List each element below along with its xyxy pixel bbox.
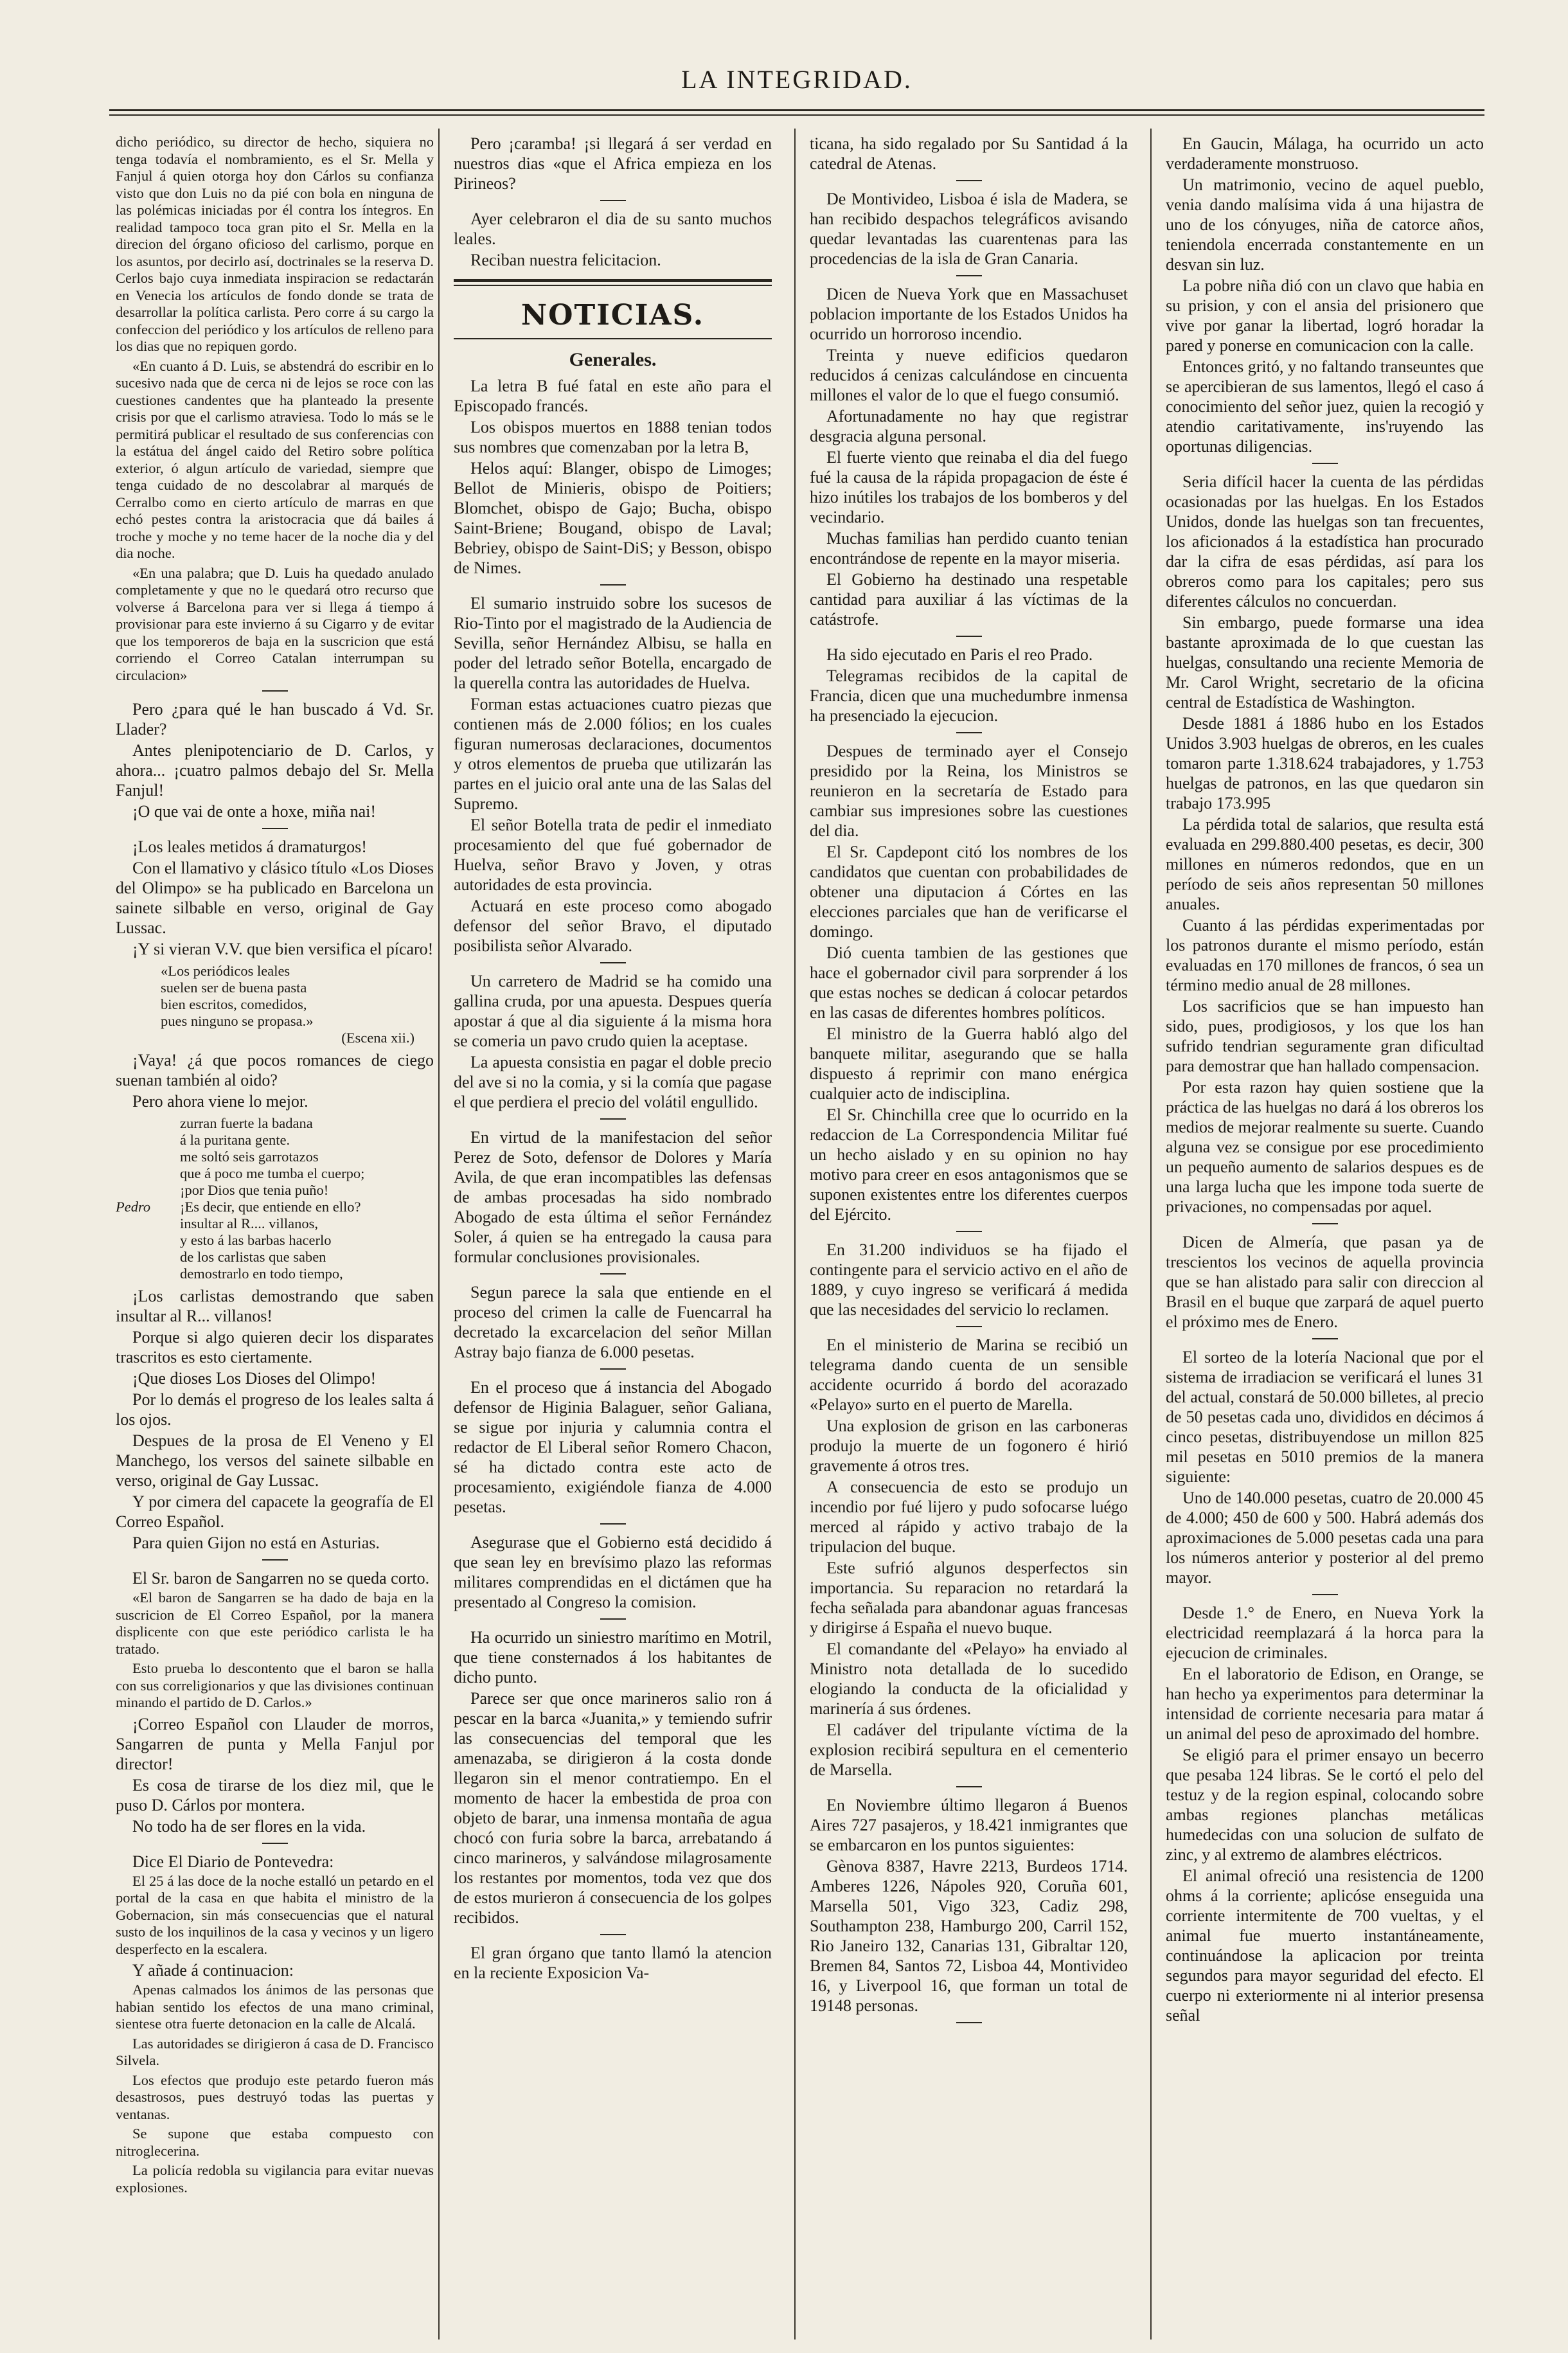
verse-quote: [161, 963, 434, 1046]
article-paragraph: Los obispos muertos en 1888 tenian todos sus nombres que comenzaban por la letra B,: [454, 418, 772, 456]
verse-line: insultar al R.... villanos,: [180, 1215, 318, 1231]
separator: [1312, 1338, 1338, 1339]
article-paragraph: Porque si algo quieren decir los disparates trascritos es esto ciertamente.: [116, 1328, 434, 1366]
article-paragraph: La policía redobla su vigilancia para evitar nuevas explosiones.: [116, 2162, 434, 2196]
separator: [956, 275, 982, 276]
article-paragraph: Desde 1881 á 1886 hubo en los Estados Unidos 3.903 huelgas de obreros, en les cuales tomaron parte 1.318.624 trabajadores, y 1.753 huelgas de patronos, en las que quedaron sin trabajo 173.995: [1166, 714, 1484, 812]
article-paragraph: Telegramas recibidos de la capital de Francia, dicen que una muchedumbre inmensa ha presenciado la ejecucion.: [810, 667, 1128, 725]
separator: [262, 828, 288, 829]
separator: [600, 1523, 626, 1525]
article-paragraph: Helos aquí: Blanger, obispo de Limoges; Bellot de Minieris, obispo de Poitiers; Blomchet, obispo de Gajo; Bucha, obispo Saint-Briene; Bougand, obispo de Laval; Bebriey, obispo de Saint-DiS; y Besson, obispo de Nimes.: [454, 459, 772, 577]
article-paragraph: En el laboratorio de Edison, en Orange, se han hecho ya experimentos para determinar la intensidad de corriente necesaria para matar á un animal del peso de aproximado del hombre.: [1166, 1665, 1484, 1743]
column-divider: [794, 129, 796, 2340]
separator: [956, 2022, 982, 2023]
separator: [600, 584, 626, 586]
masthead-rule-top: [109, 109, 1484, 111]
article-paragraph: El Gobierno ha destinado una respetable cantidad para auxiliar á las víctimas de la catástrofe.: [810, 570, 1128, 629]
article-paragraph: Este sufrió algunos desperfectos sin importancia. Su reparacion no retardará la fecha señalada para abandonar aguas francesas y dirigirse á España el nuevo buque.: [810, 1559, 1128, 1637]
article-paragraph: Esto prueba lo descontento que el baron se halla con sus correligionarios y que las divisiones continuan minando el partido de D. Carlos.»: [116, 1660, 434, 1710]
article-paragraph: Dice El Diario de Pontevedra:: [132, 1852, 334, 1871]
section-rule: [454, 279, 772, 282]
verse-line: suelen ser de buena pasta: [161, 980, 307, 996]
verse-line: me soltó seis garrotazos: [180, 1149, 319, 1165]
article-paragraph: «El baron de Sangarren se ha dado de baja en la suscricion de El Correo Español, por la manera displicente con que este periódico carlista le ha tratado.: [116, 1589, 434, 1657]
article-paragraph: Es cosa de tirarse de los diez mil, que le puso D. Cárlos por montera.: [116, 1775, 434, 1814]
column-3: [810, 134, 1128, 2345]
separator: [1312, 1594, 1338, 1595]
separator: [600, 1368, 626, 1370]
article-paragraph: Pero ¿para qué le han buscado á Vd. Sr. Llader?: [116, 700, 434, 738]
separator: [956, 1231, 982, 1232]
verse-line: ¡Es decir, que entiende en ello?: [180, 1199, 361, 1215]
verse-line: y esto á las barbas hacerlo: [180, 1232, 332, 1248]
article-paragraph: Segun parece la sala que entiende en el proceso del crimen la calle de Fuencarral ha decretado la excarcelacion del señor Millan Astray bajo fianza de 6.000 pesetas.: [454, 1283, 772, 1361]
article-paragraph: dicho periódico, su director de hecho, siquiera no tenga todavía el nombramiento, es el Sr. Mella y Fanjul á quien otorga hoy don Cárlos su confianza visto que don Luis no da pié con bola en ninguna de las polémicas iniciadas por él contra los íntegros. En realidad tampoco toca gran pito el Sr. Mella en la direcion del órgano oficioso del carlismo, porque en los asuntos, por decirlo así, doctrinales se la reserva D. Cerlos bajo cuya inmediata inspiracion se redactarán en Venecia los artículos de fondo donde se trata de desarrollar la política carlista. Pero corre á su cargo la confeccion del periódico y los artículos de relleno para los dias que no repiquen gordo.: [116, 134, 434, 354]
separator: [956, 180, 982, 181]
article-paragraph: Ayer celebraron el dia de su santo muchos leales.: [454, 210, 772, 248]
article-paragraph: El cadáver del tripulante víctima de la explosion recibirá sepultura en el cementerio de Marsella.: [810, 1721, 1128, 1779]
article-paragraph: Se eligió para el primer ensayo un becerro que pesaba 124 libras. Se le cortó el pelo del testuz y de la region espinal, colocando sobre ambas regiones planchas metálicas humedecidas con una solucion de sulfato de zinc, y al extremo de alambres eléctricos.: [1166, 1746, 1484, 1864]
article-paragraph: Un carretero de Madrid se ha comido una gallina cruda, por una apuesta. Despues quería apostar á que al dia siguiente á la misma hora se comeria un pavo crudo quien la aceptase.: [454, 972, 772, 1050]
article-paragraph: ¡Vaya! ¿á que pocos romances de ciego suenan también al oido?: [116, 1051, 434, 1089]
article-paragraph: En el proceso que á instancia del Abogado defensor de Higinia Balaguer, señor Galiana, se sigue por injuria y calumnia contra el redactor de El Liberal señor Romero Chacon, sé ha dictado contra este acto de procesamiento, exigiéndole fianza de 4.000 pesetas.: [454, 1378, 772, 1516]
article-paragraph: Con el llamativo y clásico título «Los Dioses del Olimpo» se ha publicado en Barcelona un sainete silbable en verso, original de Gay Lussac.: [116, 859, 434, 937]
column-divider: [1150, 129, 1152, 2340]
separator: [1312, 1223, 1338, 1224]
article-paragraph: La pérdida total de salarios, que resulta está evaluada en 299.880.400 pesetas, es decir, 300 millones en números redondos, que en un período de seis años representan 50 millones anuales.: [1166, 815, 1484, 913]
article-paragraph: Por esta razon hay quien sostiene que la práctica de las huelgas no dará á los obreros los medios de mejorar realmente su suerte. Cuando alguna vez se consigue por ese procedimiento un pequeño aumento de salarios despues es de una larga lucha que les impone toda suerte de privaciones, no compensadas por aquel.: [1166, 1078, 1484, 1216]
masthead-rule-bottom: [109, 114, 1484, 116]
article-paragraph: ¡Los carlistas demostrando que saben insultar al R... villanos!: [116, 1287, 434, 1325]
separator: [600, 962, 626, 963]
separator: [956, 636, 982, 637]
article-paragraph: La letra B fué fatal en este año para el Episcopado francés.: [454, 377, 772, 415]
article-paragraph: En Gaucin, Málaga, ha ocurrido un acto verdaderamente monstruoso.: [1166, 134, 1484, 173]
article-paragraph: No todo ha de ser flores en la vida.: [132, 1816, 366, 1836]
article-paragraph: El sorteo de la lotería Nacional que por el sistema de irradiacion se verificará el lunes 31 del actual, constará de 50.000 billetes, al precio de 50 pesetas cada uno, divididos en décimos á cinco pesetas, distribuyendose un millon 825 mil pesetas en 5010 premios de la manera siguiente:: [1166, 1348, 1484, 1486]
article-paragraph: ¡Correo Español con Llauder de morros, Sangarren de punta y Mella Fanjul por director!: [116, 1714, 434, 1773]
article-paragraph: Dió cuenta tambien de las gestiones que hace el gobernador civil para sorprender á los que estas noches se dedican á colocar petardos en las casas de diferentes hombres políticos.: [810, 944, 1128, 1022]
article-paragraph: Seria difícil hacer la cuenta de las pérdidas ocasionadas por las huelgas. En los Estados Unidos, donde las huelgas son tan frecuentes, los aficionados á la estadística han procurado dar la cifra de esas pérdidas, así para los obreros como para los capitales; pero sus diferentes cálculos no concuerdan.: [1166, 472, 1484, 611]
section-rule: [454, 285, 772, 286]
verse-quote: [116, 1115, 434, 1282]
verse-line: de los carlistas que saben: [180, 1249, 326, 1265]
article-paragraph: Por lo demás el progreso de los leales salta á los ojos.: [116, 1390, 434, 1429]
article-paragraph: La apuesta consistia en pagar el doble precio del ave si no la comia, y si la comía que pagase el que perdiera el precio del volátil engullido.: [454, 1053, 772, 1111]
article-paragraph: Un matrimonio, vecino de aquel pueblo, venia dando malísima vida á una hijastra de uno de los cónyuges, niña de catorce años, teniendola encerrada constantemente en un desvan sin luz.: [1166, 175, 1484, 274]
article-paragraph: Asegurase que el Gobierno está decidido á que sean ley en brevísimo plazo las reformas militares comprendidas en el dictámen que ha presentado al Congreso la comision.: [454, 1533, 772, 1611]
article-paragraph: Uno de 140.000 pesetas, cuatro de 20.000 45 de 4.000; 450 de 600 y 500. Habrá además dos aproximaciones de 5.000 pesetas cada una para los números anterior y posterior al del premo mayor.: [1166, 1489, 1484, 1587]
article-paragraph: Ha sido ejecutado en Paris el reo Prado.: [826, 645, 1093, 664]
subsection-heading: Generales.: [569, 349, 657, 370]
verse-attribution: (Escena xii.): [341, 1030, 414, 1046]
article-paragraph: Actuará en este proceso como abogado defensor del señor Bravo, el diputado posibilista señor Alvarado.: [454, 897, 772, 955]
separator: [600, 200, 626, 201]
article-paragraph: ¡O que vai de onte a hoxe, miña nai!: [132, 802, 377, 821]
verse-line: bien escritos, comedidos,: [161, 996, 307, 1012]
article-paragraph: El señor Botella trata de pedir el inmediato procesamiento del que fué gobernador de Huelva, señor Bravo y Joven, y otras autoridades de esta provincia.: [454, 816, 772, 894]
article-paragraph: Apenas calmados los ánimos de las personas que habian sentido los efectos de una mano criminal, sientese otra fuerte detonacion en la calle de Alcalá.: [116, 1982, 434, 2032]
article-paragraph: El animal ofreció una resistencia de 1200 ohms á la corriente; aplicóse enseguida una corriente intermitente de 700 vueltas, y el animal fue muerto instantáneamente, continuándose la aplicacion por treinta segundos para mayor seguridad del efecto. El cuerpo ni exteriormente ni al interior presensa señal: [1166, 1866, 1484, 2025]
separator: [1312, 463, 1338, 464]
verse-line: demostrarlo en todo tiempo,: [180, 1266, 343, 1282]
article-paragraph: En virtud de la manifestacion del señor Perez de Soto, defensor de Dolores y María Avila, de que eran incompatibles las defensas de ambas procesadas ha sido nombrado Abogado de esta última el señor Fernández Soler, á quien se ha entregado la causa para formular conclusiones provisionales.: [454, 1128, 772, 1266]
article-paragraph: Parece ser que once marineros salio ron á pescar en la barca «Juanita,» y temiendo sufrir las consecuencias del temporal que les amenazaba, se dirigieron á la costa donde llegaron sin el menor contratiempo. En el momento de hacer la embestida de proa con objeto de barar, una inmensa montaña de agua chocó con furia sobre la barca, arrebatando á cinco marineros, y salvándose milagrosamente los restantes por momentos, toda vez que dos de estos murieron á consecuencia de los golpes recibidos.: [454, 1689, 772, 1927]
column-divider: [438, 129, 440, 2340]
separator: [600, 1934, 626, 1935]
article-paragraph: Ha ocurrido un siniestro marítimo en Motril, que tiene consternados á los habitantes de dicho punto.: [454, 1628, 772, 1686]
separator: [956, 1326, 982, 1327]
separator: [262, 690, 288, 692]
verse-line: ¡por Dios que tenia puño!: [180, 1182, 329, 1198]
article-paragraph: «En una palabra; que D. Luis ha quedado anulado completamente y que no le quedará otro recurso que volverse á Barcelona para ver si llega á tiempo á provisionar para este invierno á su Cigarro y de evitar que los temporeros de baja en la suscricion que está corriendo el Correo Catalan interrumpan su circulacion»: [116, 564, 434, 683]
verse-line: que á poco me tumba el cuerpo;: [180, 1165, 365, 1181]
separator: [262, 1843, 288, 1844]
verse-line: «Los periódicos leales: [161, 963, 290, 979]
separator: [956, 1786, 982, 1787]
separator: [262, 1559, 288, 1561]
column-2: [454, 134, 772, 2345]
column-1: [116, 134, 434, 2345]
article-paragraph: Las autoridades se dirigieron á casa de D. Francisco Silvela.: [116, 2035, 434, 2068]
article-paragraph: Dicen de Almería, que pasan ya de trescientos los vecinos de aquella provincia que se han alistado para salir con direccion al Brasil en el buque que zarpará de aquel puerto el próximo mes de Enero.: [1166, 1233, 1484, 1331]
article-paragraph: Afortunadamente no hay que registrar desgracia alguna personal.: [810, 407, 1128, 445]
article-paragraph: Sin embargo, puede formarse una idea bastante aproximada de lo que cuestan las huelgas, consultando una reciente Memoria de Mr. Carol Wright, secretario de la oficina central de Estadística de Washington.: [1166, 613, 1484, 711]
article-paragraph: Gènova 8387, Havre 2213, Burdeos 1714. Amberes 1226, Nápoles 920, Coruña 601, Marsella 501, Vigo 323, Cadiz 298, Southampton 238, Hamburgo 200, Carril 152, Rio Janeiro 132, Canarias 131, Gibraltar 120, Bremen 84, Santos 72, Lisboa 44, Montivideo 16, y Liverpool 16, que forman un total de 19148 personas.: [810, 1857, 1128, 2015]
article-paragraph: El gran órgano que tanto llamó la atencion en la reciente Exposicion Va-: [454, 1944, 772, 1982]
article-paragraph: De Montivideo, Lisboa é isla de Madera, se han recibido despachos telegráficos avisando quedar levantadas las cuarentenas para las procedencias de la isla de Gran Canaria.: [810, 190, 1128, 268]
article-paragraph: Y por cimera del capacete la geografía de El Correo Español.: [116, 1492, 434, 1531]
verse-speaker: Pedro: [116, 1199, 151, 1215]
article-paragraph: Treinta y nueve edificios quedaron reducidos á cenizas calculándose en cincuenta millones el valor de lo que el fuego consumió.: [810, 346, 1128, 404]
article-paragraph: En el ministerio de Marina se recibió un telegrama dando cuenta de un sensible accidente ocurrido á bordo del acorazado «Pelayo» surto en el puerto de Marella.: [810, 1336, 1128, 1414]
article-paragraph: Desde 1.° de Enero, en Nueva York la electricidad reemplazará á la horca para la ejecucion de criminales.: [1166, 1604, 1484, 1662]
article-paragraph: Despues de la prosa de El Veneno y El Manchego, los versos del sainete silbable en verso, original de Gay Lussac.: [116, 1431, 434, 1490]
masthead-title: LA INTEGRIDAD.: [681, 65, 913, 94]
article-paragraph: El ministro de la Guerra habló algo del banquete militar, asegurando que se halla dispuesto á reprimir con mano enérgica cualquier acto de indisciplina.: [810, 1024, 1128, 1103]
article-paragraph: Despues de terminado ayer el Consejo presidido por la Reina, los Ministros se reunieron en la secretaría de Estado para cambiar sus impresiones sobre las cuestiones del dia.: [810, 742, 1128, 840]
separator: [600, 1618, 626, 1620]
article-paragraph: Muchas familias han perdido cuanto tenian encontrándose de repente en la mayor miseria.: [810, 529, 1128, 568]
article-paragraph: A consecuencia de esto se produjo un incendio por fué lijero y pudo sofocarse luégo merced al rápido y activo trabajo de la tripulacion del buque.: [810, 1478, 1128, 1556]
article-paragraph: Se supone que estaba compuesto con nitroglecerina.: [116, 2125, 434, 2159]
article-paragraph: ticana, ha sido regalado por Su Santidad á la catedral de Atenas.: [810, 134, 1128, 173]
article-paragraph: Forman estas actuaciones cuatro piezas que contienen más de 2.000 fólios; en los cuales figuran numerosas declaraciones, documentos y otros elementos de prueba que utilizarán las partes en el juicio oral ante una de las Salas del Supremo.: [454, 695, 772, 813]
article-paragraph: Para quien Gijon no está en Asturias.: [132, 1534, 380, 1552]
article-paragraph: El Sr. baron de Sangarren no se queda corto.: [132, 1569, 430, 1588]
article-paragraph: ¡Y si vieran V.V. que bien versifica el pícaro!: [132, 940, 434, 958]
article-paragraph: El 25 á las doce de la noche estalló un petardo en el portal de la casa en que habita el ministro de la Gobernacion, sin más consecuencias que el natural susto de los inquilinos de la casa y vecinos y un ligero desperfecto en la escalera.: [116, 1872, 434, 1957]
separator: [600, 1273, 626, 1275]
verse-line: á la puritana gente.: [180, 1132, 290, 1148]
separator: [956, 732, 982, 733]
article-paragraph: Entonces gritó, y no faltando transeuntes que se apercibieran de sus lamentos, llegó el caso á conocimiento del señor juez, quien la recogió y atendio caritativamente, ins'ruyendo las oportunas diligencias.: [1166, 357, 1484, 456]
article-paragraph: Los efectos que produjo este petardo fueron más desastrosos, pues destruyó todas las puertas y ventanas.: [116, 2071, 434, 2122]
article-paragraph: En Noviembre último llegaron á Buenos Aires 727 pasajeros, y 18.421 inmigrantes que se embarcaron en los puntos siguientes:: [810, 1796, 1128, 1854]
article-paragraph: Antes plenipotenciario de D. Carlos, y ahora... ¡cuatro palmos debajo del Sr. Mella Fanjul!: [116, 741, 434, 800]
article-paragraph: La pobre niña dió con un clavo que habia en su prision, y con el ansia del prisionero que vive por ganar la libertad, logró horadar la pared y ponerse en comunicacion con la calle.: [1166, 276, 1484, 355]
column-4: [1166, 134, 1484, 2345]
article-paragraph: Pero ¡caramba! ¡si llegará á ser verdad en nuestros dias «que el Africa empieza en los Pirineos?: [454, 134, 772, 193]
section-rule: [454, 338, 772, 339]
article-paragraph: Cuanto á las pérdidas experimentadas por los patronos durante el mismo período, están evaluadas en 170 millones de francos, ó sea un término medio anual de 28 millones.: [1166, 916, 1484, 994]
separator: [600, 1118, 626, 1120]
article-paragraph: Una explosion de grison en las carboneras produjo la muerte de un fogonero é hirió gravemente á otros tres.: [810, 1417, 1128, 1475]
article-paragraph: El Sr. Chinchilla cree que lo ocurrido en la redaccion de La Correspondencia Militar fué un hecho aislado y en su opinion no hay motivo para creer en esos antagonismos que se suponen existentes entre los diferentes cuerpos del Ejército.: [810, 1105, 1128, 1224]
article-paragraph: En 31.200 individuos se ha fijado el contingente para el servicio activo en el año de 1889, y cuyo ingreso se verificará á medida que las necesidades del servicio lo reclamen.: [810, 1240, 1128, 1319]
article-paragraph: Los sacrificios que se han impuesto han sido, pues, prodigiosos, y los que los han sufrido tendrian seguramente gran dificultad para demostrar que han hallado compensacion.: [1166, 997, 1484, 1075]
article-paragraph: Reciban nuestra felicitacion.: [470, 251, 661, 269]
article-paragraph: Y añade á continuacion:: [132, 1961, 294, 1980]
article-paragraph: «En cuanto á D. Luis, se abstendrá do escribir en lo sucesivo nada que de cerca ni de lejos se roce con las cuestiones candentes que ha planteado la presente crisis por que el carlismo atraviesa. Todo lo más se le permitirá publicar el resultado de sus conferencias con la estátua del ángel caido del Retiro sobre política exterior, ó algun artículo de variedad, siempre que tenga cuidado de no descolabrar al marqués de Cerralbo como en cierto artículo de marras en que echó pestes contra la aristocracia que dá bailes á troche y moche y no teme hacer de la noche dia y del dia noche.: [116, 357, 434, 561]
article-paragraph: ¡Que dioses Los Dioses del Olimpo!: [132, 1369, 377, 1388]
article-paragraph: Dicen de Nueva York que en Massachuset poblacion importante de los Estados Unidos ha ocurrido un horroroso incendio.: [810, 285, 1128, 343]
article-paragraph: Pero ahora viene lo mejor.: [132, 1092, 308, 1111]
article-paragraph: El sumario instruido sobre los sucesos de Rio-Tinto por el magistrado de la Audiencia de Sevilla, señor Hernández Albisu, se halla en poder del letrado señor Botella, encargado de la querella contra las autoridades de Huelva.: [454, 594, 772, 692]
section-heading: NOTICIAS.: [521, 299, 705, 332]
verse-line: pues ninguno se propasa.»: [161, 1013, 314, 1029]
article-paragraph: El comandante del «Pelayo» ha enviado al Ministro nota detallada de lo sucedido elogiando la conducta de la oficialidad y marinería á sus órdenes.: [810, 1640, 1128, 1718]
article-paragraph: El Sr. Capdepont citó los nombres de los candidatos que cuentan con probabilidades de obtener una diputacion á Córtes en las elecciones parciales que han de verificarse el domingo.: [810, 843, 1128, 941]
verse-line: zurran fuerte la badana: [180, 1115, 313, 1131]
article-paragraph: El fuerte viento que reinaba el dia del fuego fué la causa de la rápida propagacion de éste é hizo inútiles los trabajos de los bomberos y del vecindario.: [810, 448, 1128, 526]
article-paragraph: ¡Los leales metidos á dramaturgos!: [132, 837, 367, 856]
